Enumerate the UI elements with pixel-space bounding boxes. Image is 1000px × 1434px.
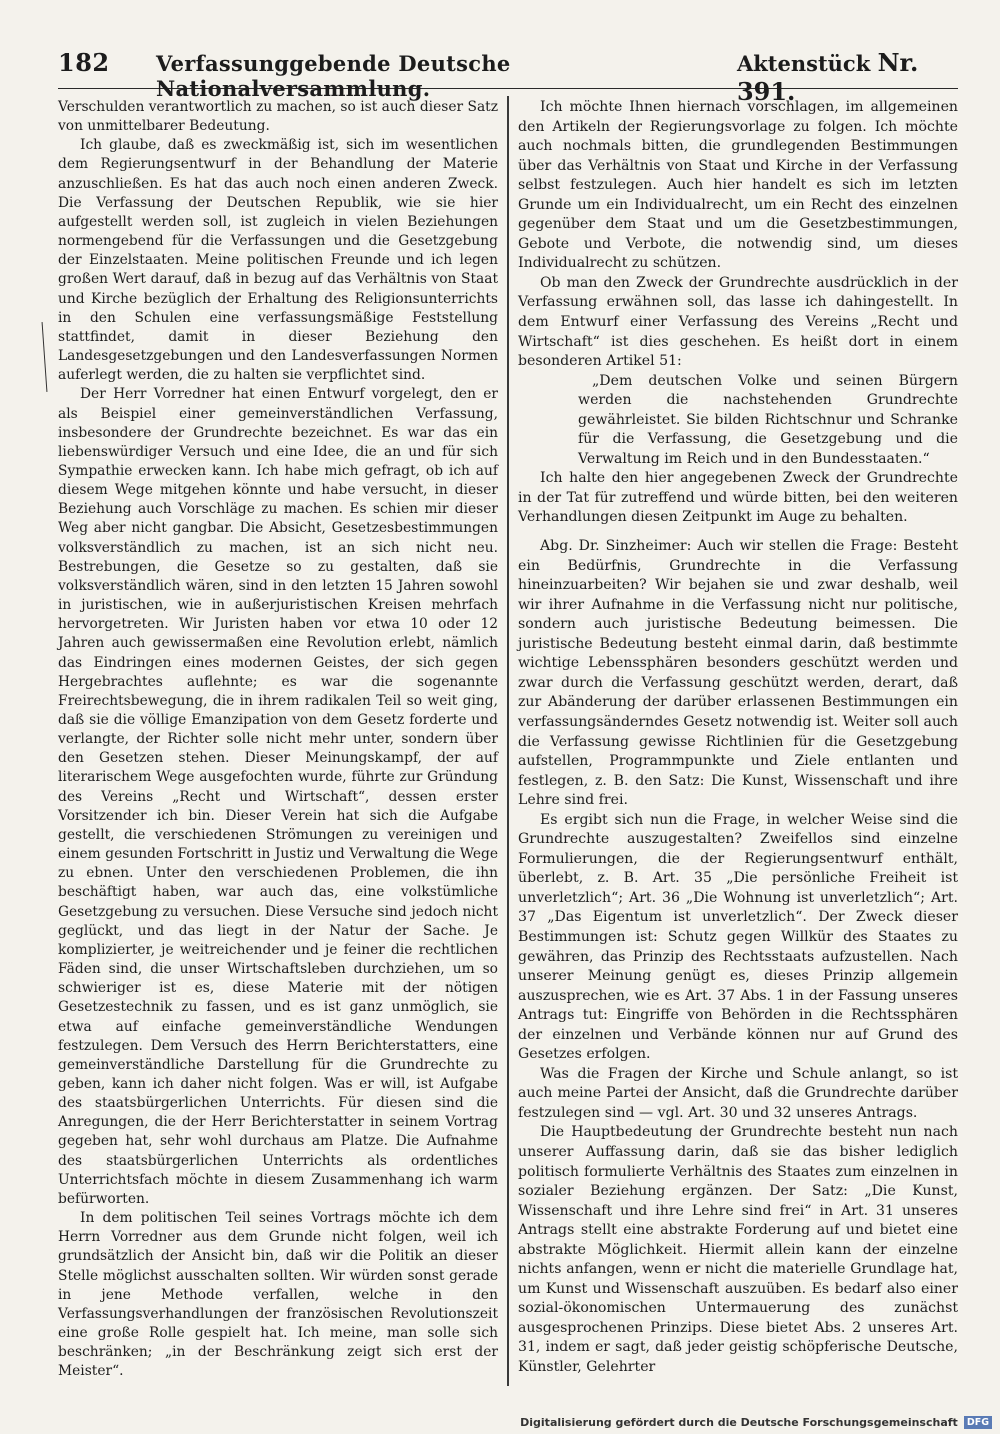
dfg-logo: DFG — [964, 1416, 992, 1429]
publication-title: Verfassunggebende Deutsche Nationalversammlung. — [155, 51, 511, 101]
paragraph: In dem politischen Teil seines Vortrags möchte ich dem Herrn Vorredner aus dem Grunde nicht folgen, weil ich grundsätzlich der Ansicht bin, daß wir die Politik an dieser Stelle möglichst ausschalten sollten. Wir würden sonst gerade in jene Methode verfallen, welche in den Verfassungsverhandlungen der französischen Revolutionszeit eine große Rolle gespielt hat. Ich meine, man solle sich beschränken; „in der Beschränkung zeigt sich erst der Meister“. — [58, 1210, 498, 1380]
paragraph: Die Hauptbedeutung der Grundrechte besteht nun nach unserer Auffassung darin, daß sie das bisher lediglich politisch formulierte Verhältnis des Staates zum einzelnen in sozialer Beziehung ergänzen. Der Satz: „Die Kunst, Wissenschaft und ihre Lehre sind frei“ in Art. 31 unseres Antrags stellt eine abstrakte Forderung auf und bietet eine abstrakte Möglichkeit. Hiermit allein kann der einzelne nichts anfangen, wenn er nicht die materielle Grundlage hat, um Kunst und Wissenschaft auszuüben. Es bedarf also einer sozial-ökonomischen Untermauerung des zunächst ausgesprochenen Prinzips. Diese bietet Abs. 2 unseres Art. 31, indem er sagt, daß jeder geistig schöpferische Deutsche, Künstler, Gelehrter — [518, 1124, 958, 1375]
footer — [520, 1416, 992, 1429]
paragraph: Ich möchte Ihnen hiernach vorschlagen, im allgemeinen den Artikeln der Regierungsvorlage zu folgen. Ich möchte auch nochmals bitten, die grundlegenden Bestimmungen über das Verhältnis von Staat und Kirche in der Verfassung selbst festzulegen. Auch hier handelt es sich im letzten Grunde um ein Individualrecht, um ein Recht des einzelnen gegenüber dem Staat und um die Gesetzbestimmungen, Gebote und Verbote, die notwendig sind, um dieses Individualrecht zu schützen. — [518, 99, 958, 272]
paragraph: Ich glaube, daß es zweckmäßig ist, sich im wesentlichen dem Regierungsentwurf in der Behandlung der Materie anzuschließen. Es hat das auch noch einen anderen Zweck. Die Verfassung der Deutschen Republik, wie sie hier aufgestellt werden soll, ist zugleich in vielen Beziehungen normengebend für die Verfassungen und die Gesetzgebung der Einzelstaaten. Meine politischen Freunde und ich legen großen Wert darauf, daß in bezug auf das Verhältnis von Staat und Kirche bezüglich der Erhaltung des Religionsunterrichts in den Schulen eine verfassungsmäßige Feststellung stattfindet, damit in dieser Beziehung den Landesgesetzgebungen und den Landesverfassungen Normen auferlegt werden, die zu halten sie verpflichtet sind. — [58, 137, 498, 384]
column-divider — [507, 96, 509, 1386]
margin-mark — [42, 322, 48, 392]
paragraph: Ob man den Zweck der Grundrechte ausdrücklich in der Verfassung erwähnen soll, das lasse ich dahingestellt. In dem Entwurf einer Verfassung des Vereins „Recht und Wirtschaft“ ist dies geschehen. Es heißt dort in einem besonderen Artikel 51: — [518, 274, 958, 370]
newspaper-page — [58, 48, 958, 1380]
right-column — [518, 98, 958, 1378]
paragraph: Der Herr Vorredner hat einen Entwurf vorgelegt, den er als Beispiel einer gemeinverständlichen Verfassung, insbesondere der Grundrechte bezeichnet. Es war das ein liebenswürdiger Versuch und eine Idee, die an und für sich Sympathie erwecken kann. Ich habe mich gefragt, ob ich auf diesem Wege mitgehen könnte und habe versucht, in dieser Beziehung auch Vorschläge zu machen. Es schien mir dieser Weg aber nicht gangbar. Die Absicht, Gesetzesbestimmungen volksverständlich zu machen, ist an sich nicht neu. Bestrebungen, die Gesetze so zu gestalten, daß sie volksverständlich wären, sind in den letzten 15 Jahren sowohl in juristischen, wie in außerjuristischen Kreisen mehrfach hervorgetreten. Wir Juristen haben vor etwa 10 oder 12 Jahren auch gewissermaßen eine Revolution erlebt, nämlich das Eindringen eines modernen Geistes, der sich gegen Hergebrachtes auflehnte; es war die sogenannte Freirechtsbewegung, die in ihrem radikalen Teil so weit ging, daß sie die völlige Emanzipation von dem Gesetz forderte und verlangte, der Richter solle nicht mehr unter, sondern über den Gesetzen stehen. Dieser Meinungskampf, der auf literarischem Wege ausgefochten wurde, führte zur Gründung des Vereins „Recht und Wirtschaft“, dessen erster Vorsitzender ich bin. Dieser Verein hat sich die Aufgabe gestellt, die verschiedenen Strömungen zu vereinigen und einem gesunden Fortschritt in Justiz und Verwaltung die Wege zu ebnen. Unter den verschiedenen Problemen, die ihn beschäftigt haben, war auch das, eine volkstümliche Gesetzgebung zu versuchen. Diese Versuche sind jedoch nicht geglückt, und das liegt in der Natur der Sache. Je komplizierter, je weitreichender und je feiner die rechtlichen Fäden sind, die unser Wirtschaftsleben durchziehen, um so schwieriger ist es, diese Materie mit der nötigen Gesetzestechnik zu fassen, und es ist ganz unmöglich, sie etwa auf einfache gemeinverständliche Wendungen festzulegen. Dem Versuch des Herrn Berichterstatters, eine gemeinverständliche Darstellung für die Grundrechte zu geben, kann ich daher nicht folgen. Was er will, ist Aufgabe des staatsbürgerlichen Unterrichts. Für diesen sind die Anregungen, die der Herr Berichterstatter in seinem Vortrag gegeben hat, sehr wohl durchaus am Platze. Die Aufnahme des staatsbürgerlichen Unterrichts als ordentliches Unterrichtsfach möchte in diesem Zusammenhang ich warm befürworten. — [58, 386, 498, 1207]
paragraph: Ich halte den hier angegebenen Zweck der Grundrechte in der Tat für zutreffend und würde bitten, bei den weiteren Verhandlungen diesen Zeitpunkt im Auge zu behalten. — [518, 470, 958, 526]
paragraph: Es ergibt sich nun die Frage, in welcher Weise sind die Grundrechte auszugestalten? Zweifellos sind einzelne Formulierungen, die der Regierungsentwurf enthält, überlebt, z. B. Art. 35 „Die persönliche Freiheit ist unverletzlich“; Art. 36 „Die Wohnung ist unverletzlich“; Art. 37 „Das Eigentum ist unverletzlich“. Der Zweck dieser Bestimmungen ist: Schutz gegen Willkür des Staates zu gewähren, das Prinzip des Rechtsstaats aufzustellen. Nach unserer Meinung genügt es, dieses Prinzip allgemein auszusprechen, wie es Art. 37 Abs. 1 in der Fassung unseres Antrags tut: Eingriffe von Behörden in die Rechtssphären der einzelnen und Verbände können nur auf Grund des Gesetzes erfolgen. — [518, 811, 958, 1063]
document-number: Nr. 391. — [736, 48, 919, 106]
footer-credit: Digitalisierung gefördert durch die Deutsche Forschungsgemeinschaft — [520, 1416, 958, 1429]
left-column — [58, 98, 498, 1381]
page-number: 182 — [58, 48, 110, 77]
paragraph: Verschulden verantwortlich zu machen, so ist auch dieser Satz von unmittelbarer Bedeutung. — [58, 99, 498, 135]
paragraph: „Dem deutschen Volke und seinen Bürgern werden die nachstehenden Grundrechte gewährleistet. Sie bilden Richtschnur und Schranke für die Verfassung, die Gesetzgebung und die Verwaltung im Reich und in den Bundesstaaten.“ — [578, 372, 958, 467]
paragraph: Abg. Dr. Sinzheimer: Auch wir stellen die Frage: Besteht ein Bedürfnis, Grundrechte in die Verfassung hineinzuarbeiten? Wir bejahen sie und zwar deshalb, weil wir ihrer Aufnahme in die Verfassung nicht nur politische, sondern auch juristische Bedeutung beimessen. Die juristische Bedeutung besteht einmal darin, daß bestimmte wichtige Lebenssphären besonders geschützt werden und zwar durch die Verfassung geschützt werden, derart, daß zur Abänderung der darüber erlassenen Bestimmungen ein verfassungsänderndes Gesetz notwendig ist. Weiter soll auch die Verfassung gewisse Richtlinien für die Gesetzgebung aufstellen, Programmpunkte und Ziele entlanten und festlegen, z. B. den Satz: Die Kunst, Wissenschaft und ihre Lehre sind frei. — [518, 538, 958, 809]
paragraph: Was die Fragen der Kirche und Schule anlangt, so ist auch meine Partei der Ansicht, daß die Grundrechte darüber festzulegen sind — vgl. Art. 30 und 32 unseres Antrags. — [518, 1065, 958, 1121]
document-label: Aktenstück — [736, 51, 871, 76]
page-header — [58, 48, 958, 106]
